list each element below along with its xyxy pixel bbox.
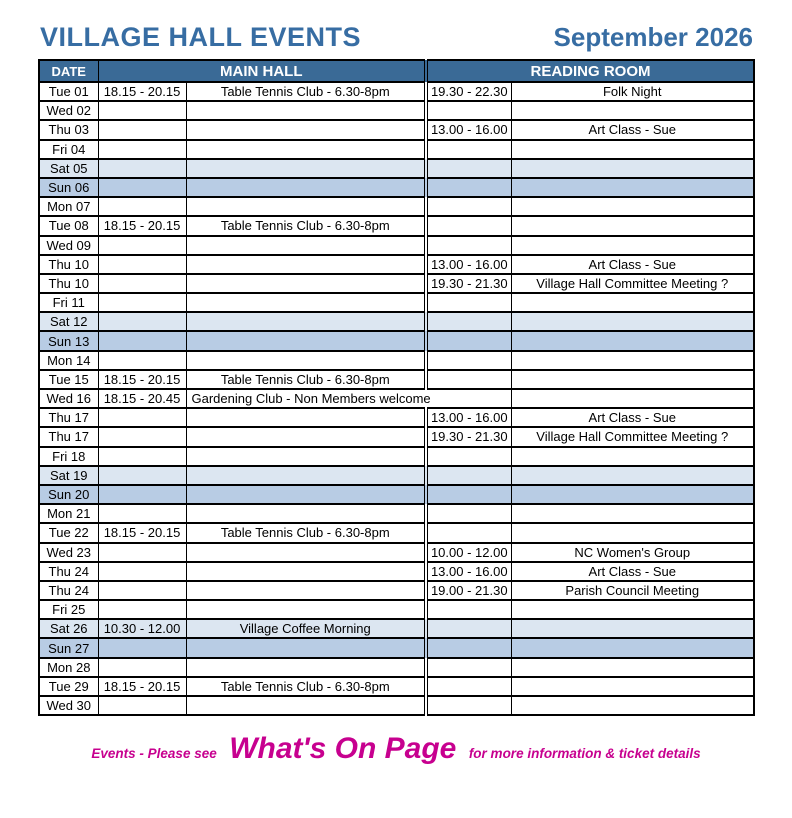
table-row: [39, 638, 754, 657]
cell-mh-time: [98, 581, 186, 600]
cell-mh-event: [186, 543, 426, 562]
cell-rr-event: [511, 677, 754, 696]
cell-mh-time: [98, 562, 186, 581]
cell-date: Sun 06: [39, 178, 98, 197]
cell-date: Tue 29: [39, 677, 98, 696]
cell-date: Sun 27: [39, 638, 98, 657]
cell-rr-event: [511, 600, 754, 619]
cell-rr-time: [426, 159, 511, 178]
cell-date: Tue 15: [39, 370, 98, 389]
events-table: [38, 59, 755, 716]
table-row: [39, 543, 754, 562]
cell-date: Sat 12: [39, 312, 98, 331]
cell-mh-event: [186, 447, 426, 466]
cell-mh-time: [98, 543, 186, 562]
cell-mh-event: Table Tennis Club - 6.30-8pm: [186, 216, 426, 235]
cell-rr-time: [426, 638, 511, 657]
cell-date: Tue 22: [39, 523, 98, 542]
cell-mh-time: [98, 236, 186, 255]
table-row: [39, 485, 754, 504]
table-row: [39, 293, 754, 312]
cell-rr-event: [511, 466, 754, 485]
cell-mh-time: [98, 274, 186, 293]
cell-rr-event: [511, 216, 754, 235]
cell-rr-time: 19.30 - 22.30: [426, 82, 511, 101]
cell-date: Sun 13: [39, 331, 98, 350]
cell-mh-time: 18.15 - 20.15: [98, 677, 186, 696]
footer-whats-on-page-text: What's On Page: [229, 732, 457, 766]
cell-mh-time: [98, 312, 186, 331]
table-row: [39, 408, 754, 427]
table-row: [39, 427, 754, 446]
cell-rr-event: Art Class - Sue: [511, 120, 754, 139]
cell-mh-event: [186, 485, 426, 504]
table-row: [39, 178, 754, 197]
cell-mh-time: [98, 447, 186, 466]
cell-date: Thu 24: [39, 562, 98, 581]
cell-rr-event: [511, 619, 754, 638]
cell-date: Mon 07: [39, 197, 98, 216]
cell-date: Wed 16: [39, 389, 98, 408]
cell-rr-time: [426, 370, 511, 389]
column-header-main-hall: MAIN HALL: [98, 60, 426, 82]
table-row: [39, 447, 754, 466]
table-row: [39, 236, 754, 255]
table-row: [39, 658, 754, 677]
cell-rr-event: Folk Night: [511, 82, 754, 101]
cell-rr-time: [426, 216, 511, 235]
cell-rr-event: [511, 140, 754, 159]
page: [0, 22, 792, 818]
cell-rr-time: [426, 523, 511, 542]
cell-mh-event: [186, 159, 426, 178]
cell-mh-event: Table Tennis Club - 6.30-8pm: [186, 370, 426, 389]
cell-mh-event: [186, 293, 426, 312]
cell-date: Fri 18: [39, 447, 98, 466]
cell-mh-time: [98, 696, 186, 715]
cell-mh-event: [186, 255, 426, 274]
table-row: [39, 581, 754, 600]
cell-mh-event: [186, 197, 426, 216]
cell-rr-event: [511, 696, 754, 715]
cell-rr-event: [511, 523, 754, 542]
footer-note: [0, 732, 792, 766]
cell-mh-time: [98, 427, 186, 446]
cell-date: Thu 24: [39, 581, 98, 600]
table-row: [39, 619, 754, 638]
cell-rr-event: [511, 447, 754, 466]
cell-rr-time: 13.00 - 16.00: [426, 120, 511, 139]
cell-mh-event: Village Coffee Morning: [186, 619, 426, 638]
cell-date: Sat 05: [39, 159, 98, 178]
cell-rr-time: [426, 293, 511, 312]
table-row: [39, 466, 754, 485]
cell-rr-event: [511, 331, 754, 350]
cell-date: Wed 30: [39, 696, 98, 715]
cell-rr-event: [511, 159, 754, 178]
table-row: [39, 351, 754, 370]
table-row: [39, 523, 754, 542]
cell-rr-event: Village Hall Committee Meeting ?: [511, 427, 754, 446]
cell-rr-time: [426, 677, 511, 696]
cell-mh-event: [186, 504, 426, 523]
cell-date: Wed 02: [39, 101, 98, 120]
cell-rr-time: 13.00 - 16.00: [426, 562, 511, 581]
cell-rr-time: [426, 658, 511, 677]
cell-rr-event: Parish Council Meeting: [511, 581, 754, 600]
cell-rr-event: [511, 638, 754, 657]
table-row: [39, 216, 754, 235]
table-row: [39, 331, 754, 350]
cell-rr-time: 19.00 - 21.30: [426, 581, 511, 600]
cell-mh-time: [98, 331, 186, 350]
cell-rr-time: [426, 101, 511, 120]
cell-rr-event: [511, 504, 754, 523]
table-row: [39, 504, 754, 523]
cell-rr-time: [426, 197, 511, 216]
cell-mh-event: Table Tennis Club - 6.30-8pm: [186, 677, 426, 696]
cell-date: Thu 17: [39, 408, 98, 427]
cell-mh-event: Gardening Club - Non Members welcome: [186, 389, 511, 408]
cell-rr-time: 13.00 - 16.00: [426, 255, 511, 274]
table-row: [39, 120, 754, 139]
cell-rr-event: [511, 178, 754, 197]
table-header-row: [39, 60, 754, 82]
table-row: [39, 255, 754, 274]
cell-mh-time: [98, 255, 186, 274]
cell-rr-time: 19.30 - 21.30: [426, 427, 511, 446]
cell-rr-time: [426, 236, 511, 255]
cell-rr-time: [426, 351, 511, 370]
cell-mh-time: [98, 293, 186, 312]
cell-mh-event: [186, 312, 426, 331]
cell-rr-event: Art Class - Sue: [511, 408, 754, 427]
cell-rr-time: [426, 312, 511, 331]
cell-mh-time: [98, 178, 186, 197]
cell-rr-event: [511, 351, 754, 370]
cell-mh-event: [186, 658, 426, 677]
cell-mh-time: [98, 101, 186, 120]
cell-date: Sat 19: [39, 466, 98, 485]
table-row: [39, 312, 754, 331]
cell-mh-time: 18.15 - 20.45: [98, 389, 186, 408]
cell-date: Thu 17: [39, 427, 98, 446]
cell-mh-time: 18.15 - 20.15: [98, 82, 186, 101]
cell-mh-event: [186, 562, 426, 581]
cell-mh-event: [186, 581, 426, 600]
cell-date: Fri 11: [39, 293, 98, 312]
cell-mh-time: [98, 600, 186, 619]
cell-rr-time: [426, 178, 511, 197]
cell-rr-event: [511, 236, 754, 255]
cell-rr-time: [426, 140, 511, 159]
cell-rr-event: [511, 312, 754, 331]
cell-mh-time: [98, 485, 186, 504]
footer-post-text: for more information & ticket details: [468, 746, 701, 762]
cell-mh-time: [98, 140, 186, 159]
cell-date: Sun 20: [39, 485, 98, 504]
cell-rr-time: 10.00 - 12.00: [426, 543, 511, 562]
cell-date: Mon 21: [39, 504, 98, 523]
cell-rr-time: 13.00 - 16.00: [426, 408, 511, 427]
cell-date: Mon 28: [39, 658, 98, 677]
cell-date: Tue 01: [39, 82, 98, 101]
cell-mh-time: [98, 120, 186, 139]
cell-mh-time: 18.15 - 20.15: [98, 216, 186, 235]
table-row: [39, 677, 754, 696]
cell-rr-time: [426, 447, 511, 466]
cell-rr-time: [426, 504, 511, 523]
cell-date: Fri 04: [39, 140, 98, 159]
cell-mh-event: Table Tennis Club - 6.30-8pm: [186, 82, 426, 101]
cell-mh-time: 10.30 - 12.00: [98, 619, 186, 638]
cell-mh-event: [186, 140, 426, 159]
cell-mh-event: [186, 696, 426, 715]
cell-mh-time: [98, 197, 186, 216]
table-row: [39, 140, 754, 159]
cell-rr-time: [426, 696, 511, 715]
table-row: [39, 101, 754, 120]
cell-date: Mon 14: [39, 351, 98, 370]
cell-date: Tue 08: [39, 216, 98, 235]
cell-rr-time: [426, 619, 511, 638]
cell-rr-time: [426, 600, 511, 619]
cell-mh-time: [98, 408, 186, 427]
cell-mh-event: Table Tennis Club - 6.30-8pm: [186, 523, 426, 542]
cell-mh-time: [98, 466, 186, 485]
cell-rr-event: [511, 370, 754, 389]
cell-mh-time: [98, 351, 186, 370]
cell-mh-time: [98, 658, 186, 677]
cell-date: Wed 09: [39, 236, 98, 255]
cell-mh-event: [186, 351, 426, 370]
cell-date: Thu 10: [39, 255, 98, 274]
cell-rr-event: [511, 293, 754, 312]
cell-mh-time: [98, 504, 186, 523]
cell-rr-event: Art Class - Sue: [511, 562, 754, 581]
cell-date: Thu 03: [39, 120, 98, 139]
cell-rr-time: [426, 485, 511, 504]
cell-rr-event: [511, 658, 754, 677]
cell-mh-event: [186, 236, 426, 255]
cell-date: Thu 10: [39, 274, 98, 293]
cell-mh-event: [186, 638, 426, 657]
cell-mh-event: [186, 178, 426, 197]
column-header-reading-room: READING ROOM: [426, 60, 754, 82]
table-row: [39, 600, 754, 619]
column-header-date: DATE: [39, 60, 98, 82]
cell-rr-time: 19.30 - 21.30: [426, 274, 511, 293]
table-row: [39, 370, 754, 389]
cell-mh-time: [98, 159, 186, 178]
table-row: [39, 562, 754, 581]
cell-rr-event: [511, 197, 754, 216]
cell-date: Fri 25: [39, 600, 98, 619]
cell-rr-event: [511, 485, 754, 504]
cell-date: Wed 23: [39, 543, 98, 562]
events-table-body: [39, 82, 754, 715]
cell-rr-time: [426, 331, 511, 350]
cell-rr-event: [511, 101, 754, 120]
table-row: [39, 159, 754, 178]
cell-mh-event: [186, 427, 426, 446]
table-row: [39, 389, 754, 408]
cell-mh-event: [186, 466, 426, 485]
cell-mh-event: [186, 101, 426, 120]
table-row: [39, 82, 754, 101]
table-row: [39, 274, 754, 293]
cell-rr-event: Art Class - Sue: [511, 255, 754, 274]
footer-pre-text: Events - Please see: [91, 746, 217, 762]
cell-rr-time: [426, 466, 511, 485]
cell-mh-time: [98, 638, 186, 657]
page-title: VILLAGE HALL EVENTS: [40, 22, 362, 52]
cell-mh-event: [186, 408, 426, 427]
cell-mh-event: [186, 600, 426, 619]
cell-rr-event: Village Hall Committee Meeting ?: [511, 274, 754, 293]
cell-date: Sat 26: [39, 619, 98, 638]
cell-rr-event: NC Women's Group: [511, 543, 754, 562]
cell-mh-event: [186, 331, 426, 350]
page-header: [40, 22, 753, 53]
cell-mh-event: [186, 120, 426, 139]
cell-mh-time: 18.15 - 20.15: [98, 370, 186, 389]
cell-mh-event: [186, 274, 426, 293]
table-row: [39, 197, 754, 216]
month-title: September 2026: [553, 22, 753, 52]
cell-rr-event: [511, 389, 754, 408]
table-row: [39, 696, 754, 715]
cell-mh-time: 18.15 - 20.15: [98, 523, 186, 542]
